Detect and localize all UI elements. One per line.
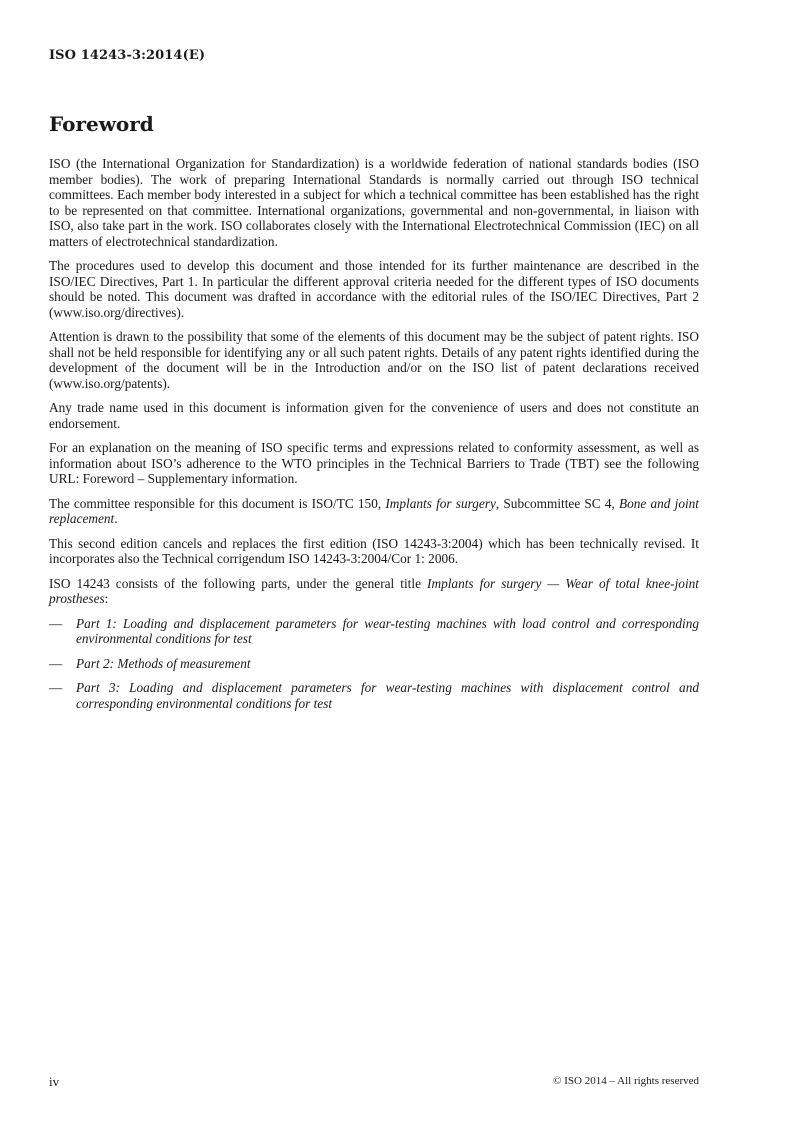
part-2-title: Part 2: Methods of measurement bbox=[76, 655, 251, 671]
page-number: iv bbox=[49, 1074, 60, 1089]
paragraph-patent-rights: Attention is drawn to the possibility that some of the elements of this document may be the subject of patent rights. ISO shall not be held responsible for identifying any or all such patent rights. Details of any patent rights identified during the development of the document will be in the Introduction and/or on the ISO list of patent declarations received (www.iso.org/patents). bbox=[49, 329, 699, 391]
committee-text-mid: , Subcommittee SC 4, bbox=[495, 495, 619, 511]
list-dash: — bbox=[49, 615, 63, 631]
paragraph-conformity: For an explanation on the meaning of ISO specific terms and expressions related to conformity assessment, as well as information about ISO’s adherence to the WTO principles in the Technical Barriers to Trade (TBT) see the following URL: Foreword – Supplementary information. bbox=[49, 440, 699, 486]
list-item bbox=[49, 656, 699, 672]
paragraph-iso-intro: ISO (the International Organization for Standardization) is a worldwide federation of national standards bodies (ISO member bodies). The work of preparing International Standards is normally carried out through ISO technical committees. Each member body interested in a subject for which a technical committee has been established has the right to be represented on that committee. International organizations, governmental and non-governmental, in liaison with ISO, also take part in the work. ISO collaborates closely with the International Electrotechnical Commission (IEC) on all matters of electrotechnical standardization. bbox=[49, 156, 699, 249]
paragraph-edition: This second edition cancels and replaces the first edition (ISO 14243-3:2004) which has been technically revised. It incorporates also the Technical corrigendum ISO 14243-3:2004/Cor 1: 2006. bbox=[49, 535, 699, 566]
paragraph-committee bbox=[49, 496, 699, 527]
foreword-body bbox=[49, 156, 699, 720]
committee-text-post: . bbox=[114, 511, 118, 526]
parts-intro-pre: ISO 14243 consists of the following parts, under the general title bbox=[49, 575, 428, 591]
list-dash: — bbox=[49, 680, 63, 695]
list-dash: — bbox=[49, 655, 63, 671]
general-title: Implants for surgery — Wear of total knee-joint prostheses bbox=[49, 575, 699, 606]
paragraph-parts-intro bbox=[49, 576, 699, 607]
list-item bbox=[49, 680, 699, 711]
subcommittee-title: Bone and joint replacement bbox=[49, 495, 699, 526]
list-item bbox=[49, 616, 699, 647]
paragraph-procedures: The procedures used to develop this document and those intended for its further maintenance are described in the ISO/IEC Directives, Part 1. In particular the different approval criteria needed for the different types of ISO documents should be noted. This document was drafted in accordance with the editorial rules of the ISO/IEC Directives, Part 2 (www.iso.org/directives). bbox=[49, 258, 699, 320]
page-title: Foreword bbox=[49, 112, 154, 136]
part-1-title: Part 1: Loading and displacement parameters for wear-testing machines with load control and corresponding environmental conditions for test bbox=[76, 615, 699, 646]
copyright-notice: © ISO 2014 – All rights reserved bbox=[553, 1075, 699, 1087]
parts-intro-post: : bbox=[104, 591, 109, 606]
document-identifier: ISO 14243-3:2014(E) bbox=[49, 48, 206, 63]
committee-title: Implants for surgery bbox=[385, 495, 496, 511]
part-3-title: Part 3: Loading and displacement parameters for wear-testing machines with displacement control and corresponding environmental conditions for test bbox=[76, 680, 699, 711]
paragraph-trade-name: Any trade name used in this document is information given for the convenience of users and does not constitute an endorsement. bbox=[49, 400, 699, 431]
committee-text-pre: The committee responsible for this document is ISO/TC 150, bbox=[49, 495, 386, 511]
